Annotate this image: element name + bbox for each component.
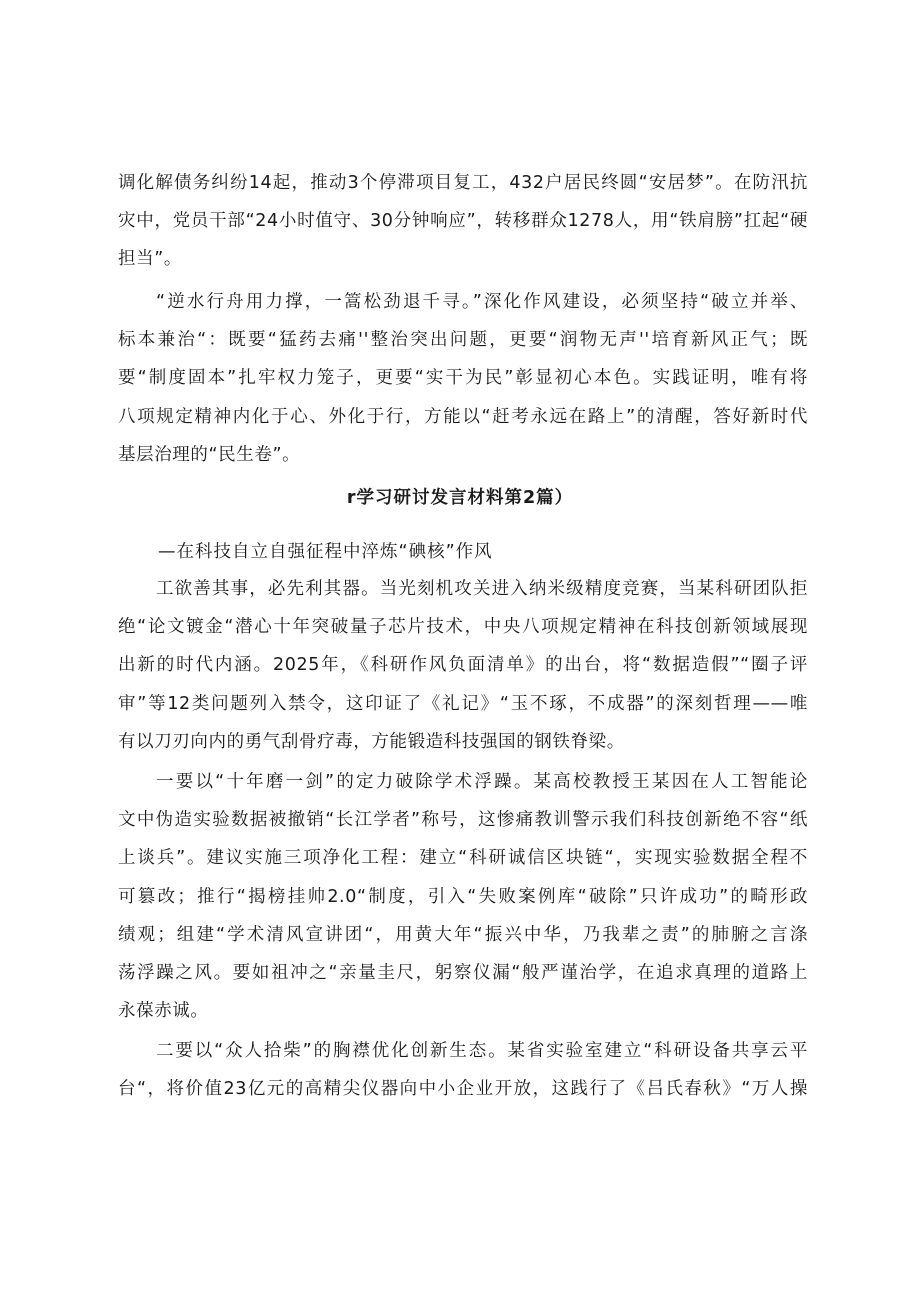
text-line: 灾中，党员干部“24小时值守、30分钟响应”，转移群众1278人，用“铁肩膀”扛起“硬 [118,211,808,232]
text-line: 调化解债务纠纷14起，推动3个停滞项目复工，432户居民终圆“安居梦”。在防汛抗 [118,173,808,193]
text-line: 文中伪造实验数据被撤销“长江学者”称号，这惨痛教训警示我们科技创新绝不容“纸 [118,810,808,831]
text-line: 出新的时代内涵。2025年，《科研作风负面清单》的出台，将“数据造假”“圈子评 [118,655,808,676]
paragraph-5 [118,1032,808,1108]
section-title: r学习研讨发言材料第2篇） [346,488,574,508]
section-subtitle: —在科技自立自强征程中淬炼“碘核”作风 [158,542,493,562]
paragraph-1 [118,164,808,279]
text-line: 八项规定精神内化于心、外化于行，方能以“赶考永远在路上”的清醒，答好新时代 [118,406,808,427]
text-line: 要“制度固本”扎牢权力笼子，更要“实干为民”彰显初心本色。实践证明，唯有将 [118,368,808,389]
text-line: 有以刀刃向内的勇气刮骨疗毒，方能锻造科技强国的钢铁脊梁。 [118,731,625,752]
text-line: 上谈兵”。建议实施三项净化工程：建立“科研诚信区块链“，实现实验数据全程不 [118,848,808,869]
text-line: 基层治理的“民生卷”。 [118,444,301,465]
text-line: 担当”。 [118,249,182,270]
text-line: 绝“论文镀金“潜心十年突破量子芯片技术，中央八项规定精神在科技创新领域展现 [118,617,808,638]
text-line: 永葆赤诚。 [118,1001,209,1022]
text-line: 绩观；组建“学术清风宣讲团“，用黄大年“振兴中华，乃我辈之责”的肺腑之言涤 [118,924,808,945]
text-line: 审”等12类问题列入禁令，这印证了《礼记》“玉不琢，不成器”的深刻哲理——唯 [118,693,808,714]
text-line: 可篡改；推行“揭榜挂帅2.0“制度，引入“失败案例库“破除”只许成功”的畸形政 [118,886,808,907]
paragraph-3 [118,570,808,761]
text-line: 一要以“十年磨一剑”的定力破除学术浮躁。某高校教授王某因在人工智能论 [156,772,808,792]
text-line: 荡浮躁之风。要如祖冲之“亲量圭尺，躬察仪漏“般严谨治学，在追求真理的道路上 [118,962,808,983]
text-line: 台“，将价值23亿元的高精尖仪器向中小企业开放，这践行了《吕氏春秋》“万人操 [118,1079,808,1100]
paragraph-4 [118,763,808,1030]
text-line: “逆水行舟用力撑，一篙松劲退千寻。”深化作风建设，必须坚持“破立并举、 [156,292,808,312]
text-line: 二要以“众人拾柴”的胸襟优化创新生态。某省实验室建立“科研设备共享云平 [156,1041,808,1061]
text-line: 工欲善其事，必先利其器。当光刻机攻关进入纳米级精度竞赛，当某科研团队拒 [156,579,808,599]
paragraph-2 [118,283,808,474]
text-line: 标本兼治“：既要“猛药去痛''整治突出问题，更要“润物无声''培育新风正气；既 [118,330,808,351]
